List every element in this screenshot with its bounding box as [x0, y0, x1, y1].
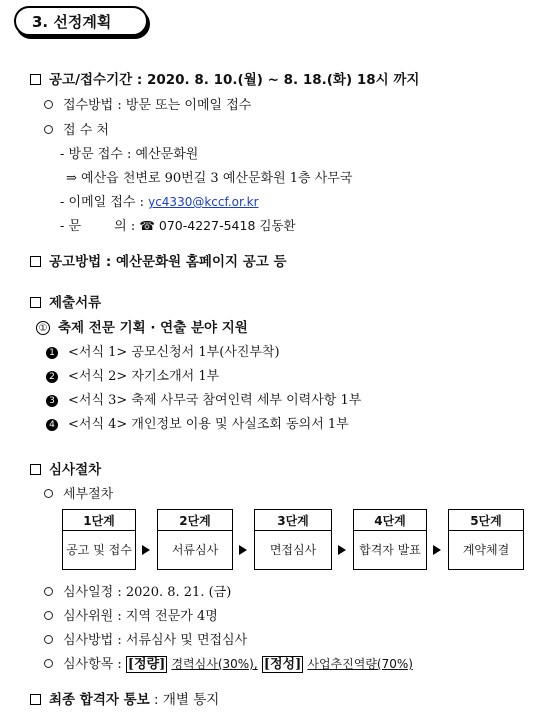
receipt-method — [44, 94, 251, 113]
doc-item-text: <서식 2> 자기소개서 1부 — [68, 369, 220, 384]
inquiry-phone: ☎ 070-4227-5418 김동환 — [139, 218, 296, 233]
announcement-method-label: 공고방법 : 예산문화원 홈페이지 공고 등 — [49, 254, 287, 270]
square-bullet-icon — [30, 74, 41, 85]
circle-bullet-icon — [44, 635, 53, 644]
receipt-place — [44, 119, 109, 138]
circle-bullet-icon — [44, 611, 53, 620]
detail-process — [44, 483, 113, 502]
support-field-label: 축제 전문 기획 · 연출 분야 지원 — [58, 320, 248, 336]
circle-bullet-icon — [44, 100, 53, 109]
detail-process-label: 세부절차 — [63, 487, 114, 502]
section-review-process — [30, 458, 101, 478]
inquiry — [60, 215, 296, 234]
application-period-label: 공고/접수기간 : — [49, 72, 147, 88]
receipt-place-label: 접 수 처 — [63, 123, 109, 138]
arrow-right-icon — [433, 545, 441, 555]
final-notice-label: 최종 합격자 통보 — [49, 692, 150, 708]
documents-label: 제출서류 — [49, 295, 102, 311]
review-method-value: 서류심사 및 면접심사 — [125, 633, 248, 648]
qualitative-text: 사업추진역량(70%) — [307, 657, 413, 671]
step-4-body: 합격자 발표 — [353, 530, 427, 570]
visit-receipt-label: - 방문 접수 : — [60, 147, 136, 162]
circle-bullet-icon — [44, 125, 53, 134]
number-badge-icon: 4 — [46, 419, 58, 431]
review-date — [44, 581, 231, 600]
email-link[interactable]: yc4330@kccf.or.kr — [148, 195, 259, 209]
circle-bullet-icon — [44, 659, 53, 668]
section-application-period — [30, 68, 419, 88]
square-bullet-icon — [30, 256, 41, 267]
visit-receipt — [60, 143, 198, 162]
square-bullet-icon — [30, 694, 41, 705]
circle-bullet-icon — [44, 587, 53, 596]
step-5-head: 5단계 — [448, 509, 524, 531]
step-3-head: 3단계 — [254, 509, 332, 531]
review-process-label: 심사절차 — [49, 462, 102, 478]
arrow-right-icon — [142, 545, 150, 555]
review-items-label: 심사항목 : — [63, 657, 126, 672]
visit-receipt-value: 예산문화원 — [135, 147, 199, 162]
receipt-method-label: 접수방법 : — [63, 98, 126, 113]
step-2-body: 서류심사 — [157, 530, 233, 570]
review-items — [44, 653, 413, 672]
quantitative-text: 경력심사(30%), — [171, 657, 258, 671]
section-announcement-method — [30, 250, 287, 270]
number-badge-icon: 1 — [46, 347, 58, 359]
section-final-notice — [30, 688, 219, 708]
square-bullet-icon — [30, 464, 41, 475]
step-4-head: 4단계 — [353, 509, 427, 531]
step-1-body: 공고 및 접수 — [62, 530, 136, 570]
address: ⇒ 예산읍 천변로 90번길 3 예산문화원 1층 사무국 — [66, 171, 353, 186]
reviewers-label: 심사위원 : — [63, 609, 126, 624]
section-documents — [30, 291, 101, 311]
arrow-right-icon — [239, 545, 247, 555]
email-receipt-label: - 이메일 접수 : — [60, 195, 149, 210]
doc-item — [46, 341, 280, 360]
review-method — [44, 629, 247, 648]
doc-item — [46, 413, 349, 432]
email-receipt — [60, 191, 259, 210]
support-field — [36, 316, 248, 336]
circled-number-icon: ① — [36, 321, 50, 335]
final-notice-value: : 개별 통지 — [149, 692, 220, 708]
step-5-body: 계약체결 — [448, 530, 524, 570]
doc-item — [46, 389, 361, 408]
review-date-value: 2020. 8. 21. (금) — [125, 585, 232, 600]
reviewers — [44, 605, 218, 624]
number-badge-icon: 2 — [46, 371, 58, 383]
review-date-label: 심사일정 : — [63, 585, 126, 600]
review-method-label: 심사방법 : — [63, 633, 126, 648]
quantitative-tag: [정량] — [127, 657, 166, 672]
qualitative-tag: [정성] — [263, 657, 302, 672]
step-1-head: 1단계 — [62, 509, 136, 531]
application-period-value: 2020. 8. 10.(월) ~ 8. 18.(화) 18시 까지 — [146, 72, 420, 88]
square-bullet-icon — [30, 297, 41, 308]
doc-item-text: <서식 1> 공모신청서 1부(사진부착) — [68, 345, 280, 360]
number-badge-icon: 3 — [46, 395, 58, 407]
doc-item — [46, 365, 219, 384]
doc-item-text: <서식 3> 축제 사무국 참여인력 세부 이력사항 1부 — [68, 393, 362, 408]
step-2-head: 2단계 — [157, 509, 233, 531]
reviewers-value: 지역 전문가 4명 — [125, 609, 218, 624]
circle-bullet-icon — [44, 489, 53, 498]
section-title: 3. 선정계획 — [14, 6, 148, 36]
arrow-right-icon — [338, 545, 346, 555]
receipt-method-value: 방문 또는 이메일 접수 — [125, 98, 252, 113]
inquiry-label: - 문 의 : — [60, 219, 140, 234]
doc-item-text: <서식 4> 개인정보 이용 및 사실조회 동의서 1부 — [68, 417, 349, 432]
step-3-body: 면접심사 — [254, 530, 332, 570]
